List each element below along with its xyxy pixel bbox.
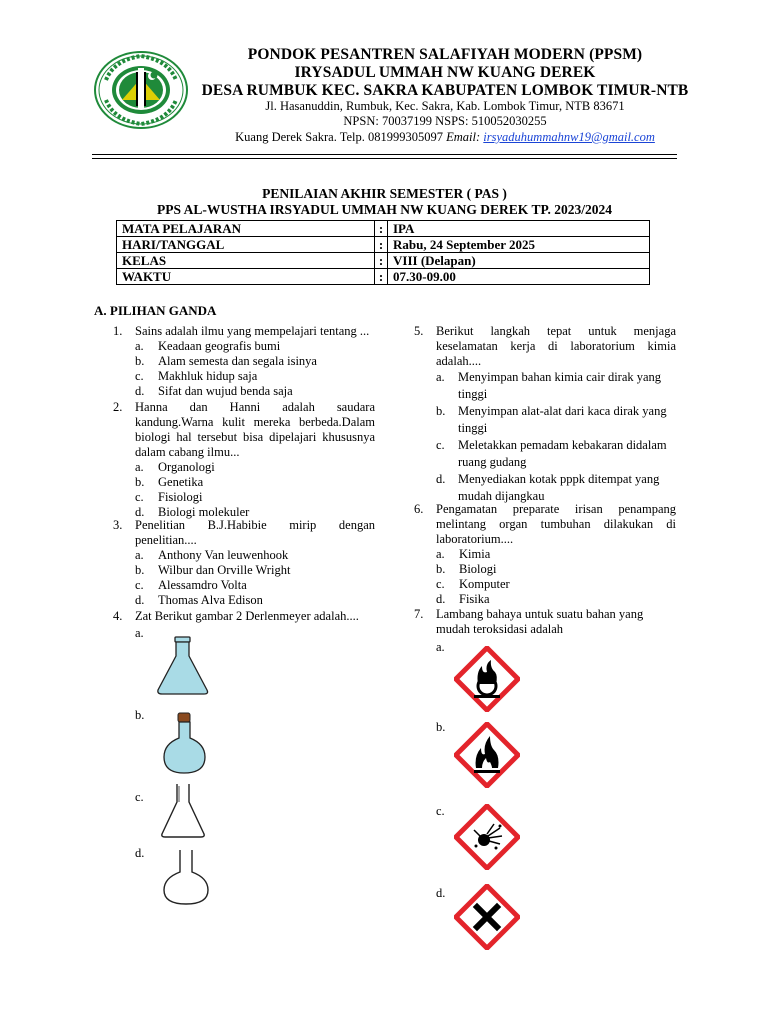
info-separator: :	[375, 253, 388, 269]
npsn-line: NPSN: 70037199 NSPS: 510052030255	[343, 114, 547, 128]
info-row-subject	[117, 221, 650, 237]
option-letter: d.	[135, 593, 145, 607]
question-text: Hanna dan Hanni adalah saudara kandung.Warna kulit mereka berbeda.Dalam biologi hal tersebut bisa dipelajari khususnya dalam cabang ilmu...	[135, 400, 375, 459]
email-link[interactable]: irsyaduhummahnw19@gmail.com	[483, 130, 655, 144]
option-c[interactable]	[135, 578, 375, 593]
question-2	[113, 400, 375, 520]
option-letter: c.	[135, 790, 144, 804]
option-text: Fisika	[459, 592, 490, 606]
option-text: Biologi	[459, 562, 497, 576]
option-text: Komputer	[459, 577, 510, 591]
exam-info-table	[116, 220, 650, 285]
question-text: Zat Berikut gambar 2 Derlenmeyer adalah....	[135, 609, 359, 623]
question-5	[414, 324, 676, 505]
option-letter: a.	[135, 460, 144, 474]
option-letter: d.	[436, 886, 446, 900]
info-separator: :	[375, 237, 388, 253]
question-text: Sains adalah ilmu yang mempelajari tentang ...	[135, 324, 370, 338]
option-d[interactable]	[436, 471, 676, 505]
question-text: Berikut langkah tepat untuk menjaga keselamatan kerja di laboratorium kimia adalah....	[436, 324, 676, 368]
option-c[interactable]	[436, 437, 676, 471]
option-a[interactable]	[135, 548, 375, 563]
option-text: Fisiologi	[158, 490, 203, 504]
option-c[interactable]	[135, 369, 375, 384]
question-number: 6.	[414, 502, 424, 516]
school-name-line2: IRYSADUL UMMAH NW KUANG DEREK	[294, 64, 596, 81]
exam-title: PENILAIAN AKHIR SEMESTER ( PAS )	[262, 186, 507, 201]
question-7	[414, 607, 676, 637]
option-letter: d.	[135, 384, 145, 398]
option-text: Alessamdro Volta	[158, 578, 247, 592]
conical-flask-blue-icon[interactable]	[155, 636, 211, 700]
option-letter: c.	[436, 577, 445, 591]
flammable-hazard-icon[interactable]	[454, 722, 520, 792]
option-letter: c.	[135, 490, 144, 504]
info-row-date	[117, 237, 650, 253]
option-a[interactable]	[436, 369, 676, 403]
question-text: Lambang bahaya untuk suatu bahan yang mudah teroksidasi adalah	[436, 607, 644, 636]
option-d[interactable]	[135, 593, 375, 608]
option-letter: c.	[135, 578, 144, 592]
info-separator: :	[375, 221, 388, 237]
option-letter: b.	[436, 562, 446, 576]
option-letter: c.	[436, 438, 445, 452]
exam-subtitle: PPS AL-WUSTHA IRSYADUL UMMAH NW KUANG DEREK TP. 2023/2024	[157, 202, 612, 217]
question-number: 2.	[113, 400, 123, 414]
option-letter: a.	[436, 370, 445, 384]
info-label: MATA PELAJARAN	[117, 221, 375, 237]
harmful-hazard-icon[interactable]	[454, 884, 520, 954]
explosive-hazard-icon[interactable]	[454, 804, 520, 874]
option-c[interactable]	[135, 490, 375, 505]
option-text: Biologi molekuler	[158, 505, 250, 519]
option-letter: b.	[135, 475, 145, 489]
option-text: Anthony Van leuwenhook	[158, 548, 289, 562]
school-logo	[92, 50, 190, 130]
question-6	[414, 502, 676, 607]
option-text: Kimia	[459, 547, 491, 561]
option-text: Sifat dan wujud benda saja	[158, 384, 293, 398]
option-letter: b.	[135, 563, 145, 577]
option-text: Keadaan geografis bumi	[158, 339, 281, 353]
question-number: 5.	[414, 324, 424, 338]
option-letter: d.	[135, 505, 145, 519]
option-d[interactable]	[436, 592, 676, 607]
option-text: Alam semesta dan segala isinya	[158, 354, 317, 368]
option-text: Menyediakan kotak pppk ditempat yang mudah dijangkau	[458, 472, 660, 503]
option-letter: d.	[436, 472, 446, 486]
option-b[interactable]	[436, 562, 676, 577]
question-number: 4.	[113, 609, 123, 623]
round-bottom-flask-outline-icon[interactable]	[160, 848, 212, 910]
option-text: Genetika	[158, 475, 204, 489]
option-text: Wilbur dan Orville Wright	[158, 563, 291, 577]
round-flask-corked-icon[interactable]	[160, 712, 210, 780]
option-letter: a.	[436, 547, 445, 561]
option-letter: a.	[135, 548, 144, 562]
question-1	[113, 324, 375, 399]
option-letter: d.	[135, 846, 145, 860]
option-b[interactable]	[135, 354, 375, 369]
info-value: IPA	[388, 221, 650, 237]
oxidizer-hazard-icon[interactable]	[454, 646, 520, 716]
question-number: 3.	[113, 518, 123, 532]
question-4	[113, 609, 375, 624]
info-label: WAKTU	[117, 269, 375, 285]
option-letter: a.	[135, 626, 144, 640]
question-number: 1.	[113, 324, 123, 338]
option-letter: c.	[436, 804, 445, 818]
option-letter: d.	[436, 592, 446, 606]
info-row-class	[117, 253, 650, 269]
option-text: Makhluk hidup saja	[158, 369, 258, 383]
email-label: Email:	[446, 130, 481, 144]
option-b[interactable]	[436, 403, 676, 437]
info-label: KELAS	[117, 253, 375, 269]
option-letter: a.	[436, 640, 445, 654]
option-text: Meletakkan pemadam kebakaran didalam ruang gudang	[458, 438, 667, 469]
question-3	[113, 518, 375, 608]
option-text: Organologi	[158, 460, 215, 474]
school-address-line: DESA RUMBUK KEC. SAKRA KABUPATEN LOMBOK TIMUR-NTB	[201, 82, 689, 99]
contact-phone: Kuang Derek Sakra. Telp. 081999305097	[235, 130, 444, 144]
info-row-time	[117, 269, 650, 285]
header-divider-thin	[92, 158, 677, 159]
option-text: Menyimpan alat-alat dari kaca dirak yang tinggi	[458, 404, 667, 435]
option-c[interactable]	[436, 577, 676, 592]
header-divider-thick	[92, 154, 677, 155]
option-a[interactable]	[436, 547, 676, 562]
question-number: 7.	[414, 607, 424, 621]
question-text: Pengamatan preparate irisan penampang melintang organ tumbuhan dilakukan di laboratorium....	[436, 502, 676, 546]
info-label: HARI/TANGGAL	[117, 237, 375, 253]
info-separator: :	[375, 269, 388, 285]
info-value: VIII (Delapan)	[388, 253, 650, 269]
option-letter: a.	[135, 339, 144, 353]
option-text: Menyimpan bahan kimia cair dirak yang tinggi	[458, 370, 662, 401]
section-title: A. PILIHAN GANDA	[94, 303, 217, 318]
option-a[interactable]	[135, 339, 375, 354]
info-value: Rabu, 24 September 2025	[388, 237, 650, 253]
erlenmeyer-flask-outline-icon[interactable]	[158, 782, 208, 844]
option-b[interactable]	[135, 563, 375, 578]
school-name-line1: PONDOK PESANTREN SALAFIYAH MODERN (PPSM)	[247, 46, 643, 63]
option-letter: b.	[135, 354, 145, 368]
option-d[interactable]	[135, 384, 375, 399]
option-letter: b.	[135, 708, 145, 722]
option-letter: c.	[135, 369, 144, 383]
option-text: Thomas Alva Edison	[158, 593, 263, 607]
option-b[interactable]	[135, 475, 375, 490]
contact-line	[190, 130, 700, 145]
option-letter: b.	[436, 720, 446, 734]
street-address: Jl. Hasanuddin, Rumbuk, Kec. Sakra, Kab. Lombok Timur, NTB 83671	[265, 99, 625, 113]
option-letter: b.	[436, 404, 446, 418]
question-text: Penelitian B.J.Habibie mirip dengan penelitian....	[135, 518, 375, 547]
option-a[interactable]	[135, 460, 375, 475]
info-value: 07.30-09.00	[388, 269, 650, 285]
